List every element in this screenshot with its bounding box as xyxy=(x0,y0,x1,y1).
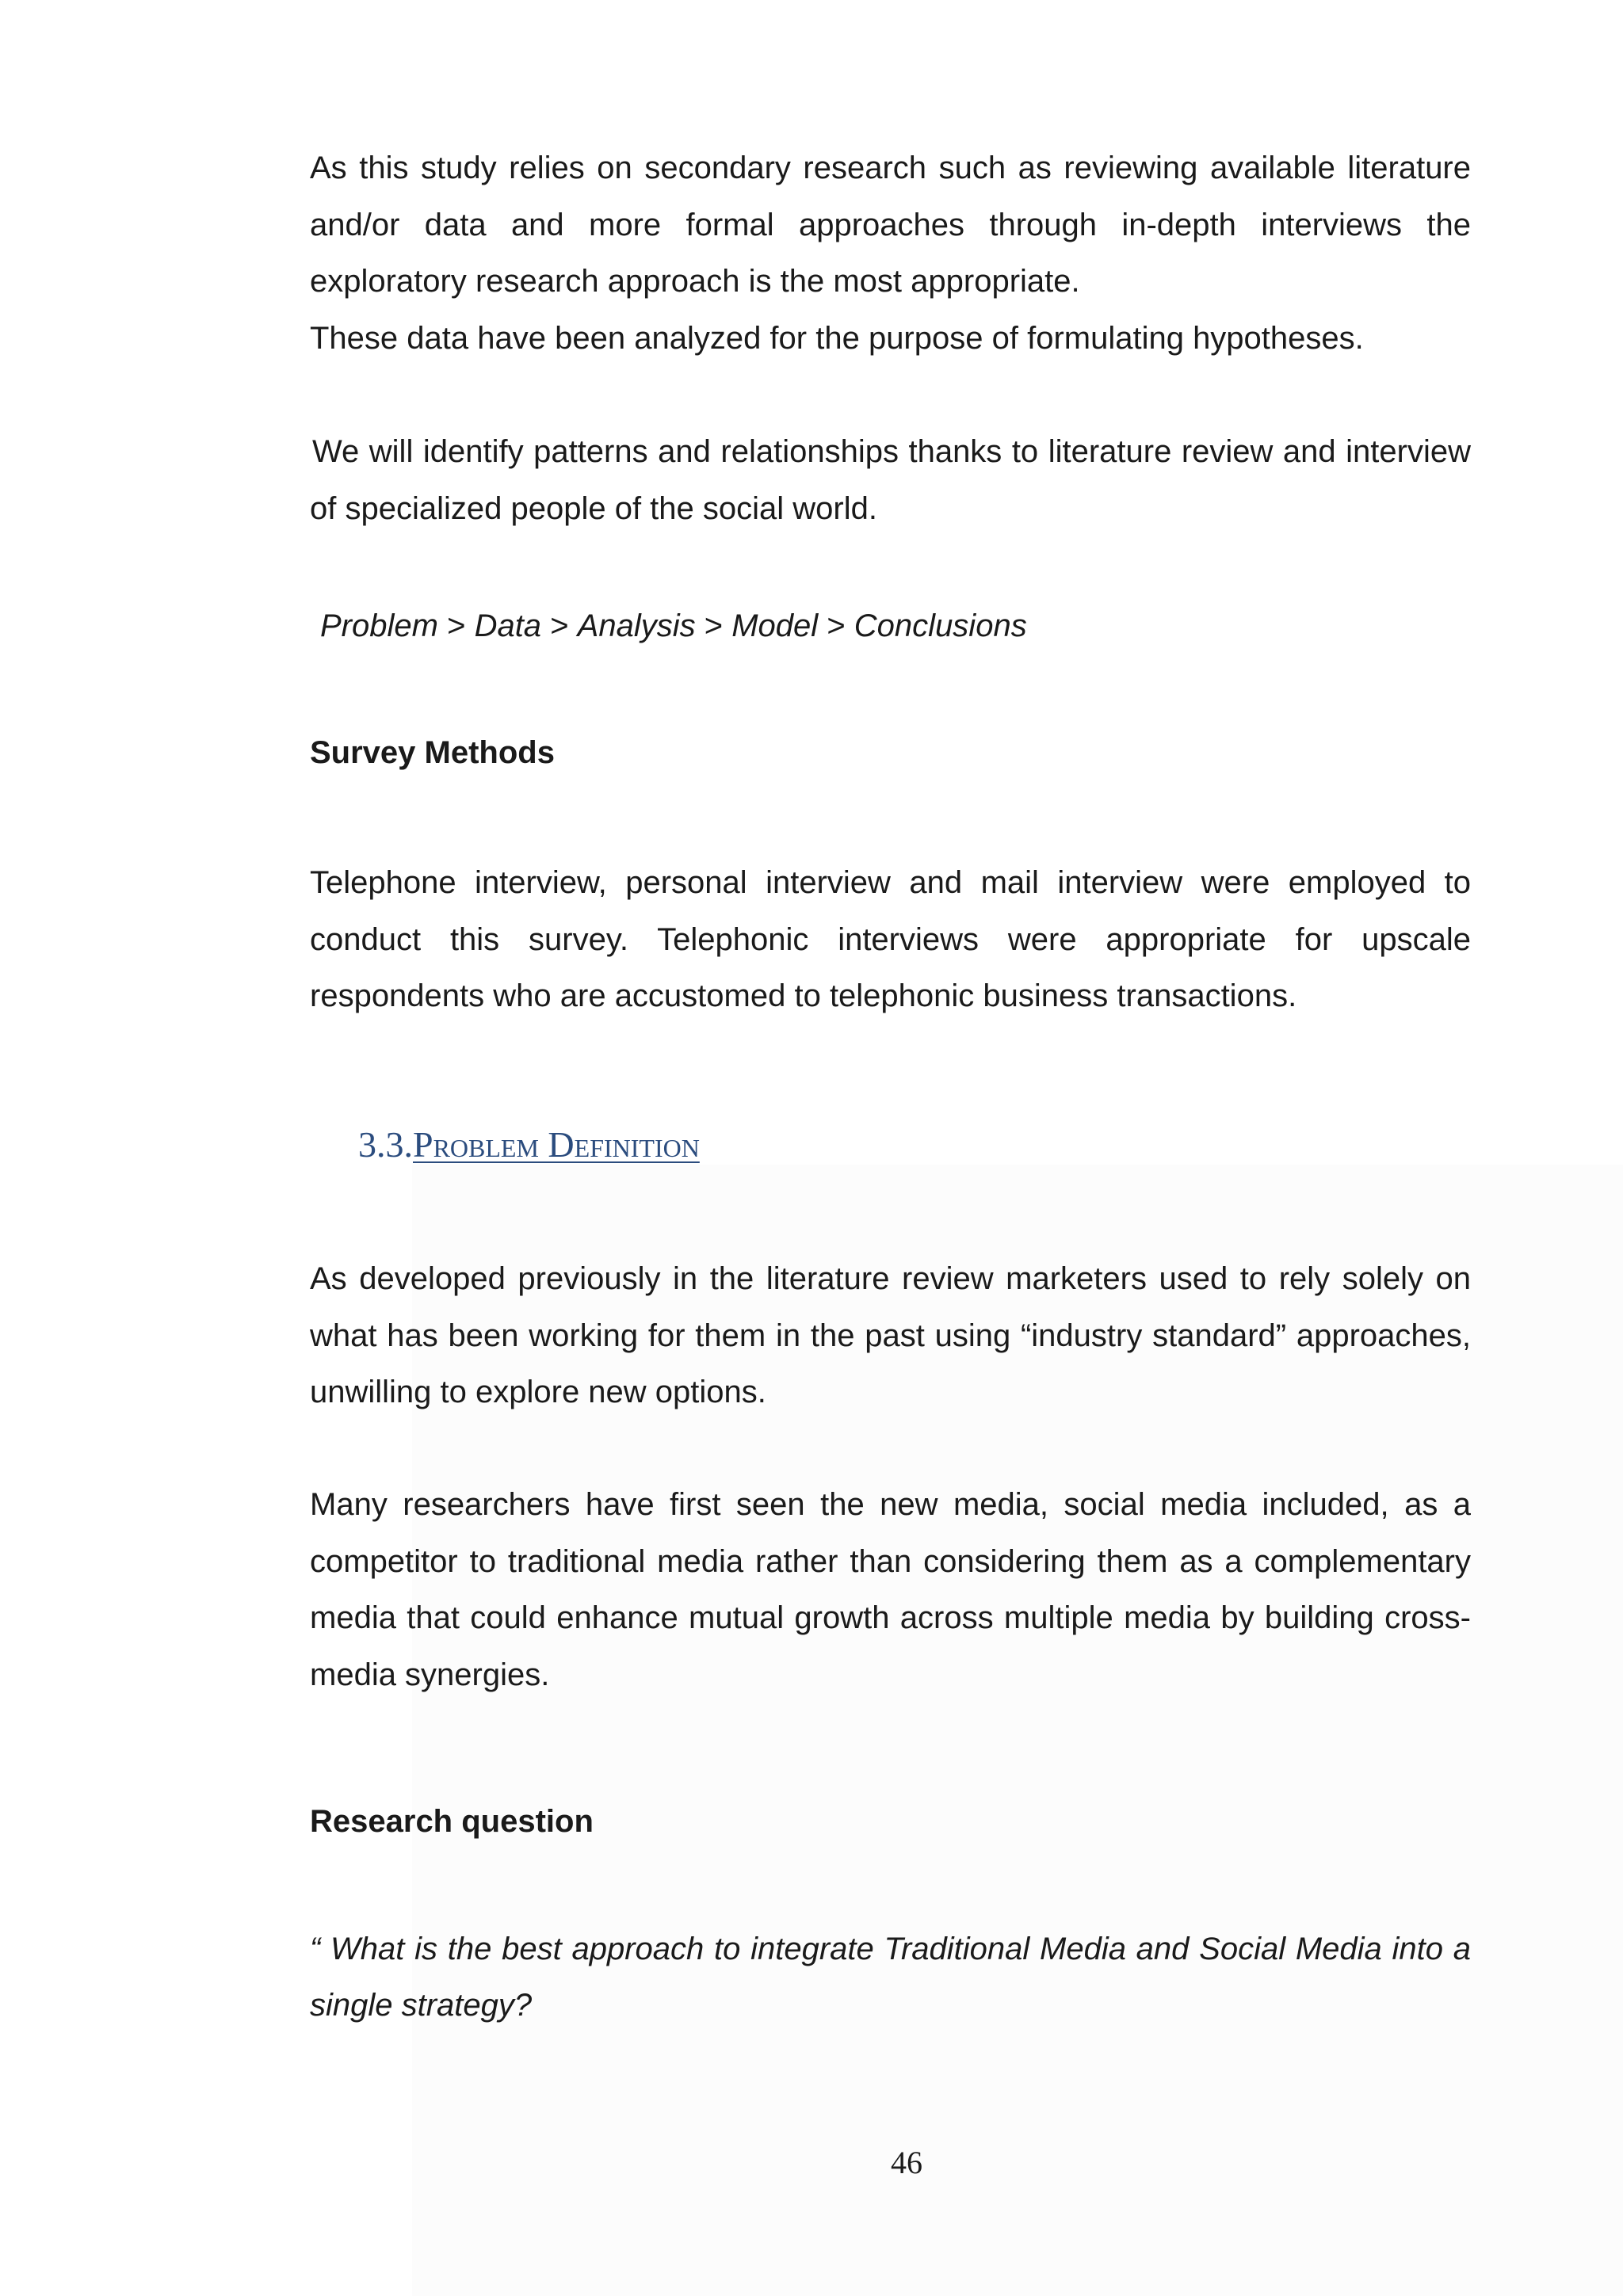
paragraph-secondary-research: As this study relies on secondary research such as reviewing available literature and/or data and more formal approaches through in-depth interviews the exploratory research approach is the most appropriate. xyxy=(310,151,1471,299)
paragraph-literature-review: As developed previously in the literature review marketers used to rely solely on what has been working for them in the past using “industry standard” approaches, unwilling to explore new options. xyxy=(310,1261,1471,1409)
survey-methods-heading: Survey Methods xyxy=(310,735,555,770)
survey-paragraph-group xyxy=(310,855,1471,1025)
flow-separator: > xyxy=(704,608,732,643)
flow-step-conclusions: Conclusions xyxy=(854,608,1027,643)
patterns-paragraph-group xyxy=(310,424,1471,537)
paragraph-patterns: We will identify patterns and relationships thanks to literature review and interview of specialized people of the social world. xyxy=(310,434,1471,526)
research-flow xyxy=(320,598,1027,654)
section-heading xyxy=(358,1117,700,1173)
flow-separator: > xyxy=(550,608,578,643)
section-title: Problem Definition xyxy=(413,1124,700,1165)
research-question-text: “ What is the best approach to integrate Traditional Media and Social Media into a single strategy? xyxy=(310,1932,1471,2023)
intro-paragraph-group xyxy=(310,140,1471,367)
paragraph-hypotheses: These data have been analyzed for the purpose of formulating hypotheses. xyxy=(310,320,1364,356)
page-number: 46 xyxy=(891,2145,922,2180)
section-number: 3.3. xyxy=(358,1124,413,1165)
problem-paragraph-group xyxy=(310,1251,1471,1421)
flow-step-data: Data xyxy=(474,608,542,643)
paragraph-new-media: Many researchers have first seen the new media, social media included, as a competitor to traditional media rather than considering them as a complementary media that could enhance mutual growth across multiple media by building cross-media synergies. xyxy=(310,1487,1471,1692)
research-question-heading: Research question xyxy=(310,1804,594,1839)
media-paragraph-group xyxy=(310,1477,1471,1703)
flow-separator: > xyxy=(447,608,475,643)
flow-step-problem: Problem xyxy=(320,608,438,643)
flow-step-analysis: Analysis xyxy=(577,608,696,643)
flow-step-model: Model xyxy=(731,608,819,643)
paragraph-survey-methods: Telephone interview, personal interview and mail interview were employed to conduct this survey. Telephonic interviews were appropriate for upscale respondents who are accustomed to telephonic business transactions. xyxy=(310,865,1471,1013)
flow-separator: > xyxy=(827,608,854,643)
